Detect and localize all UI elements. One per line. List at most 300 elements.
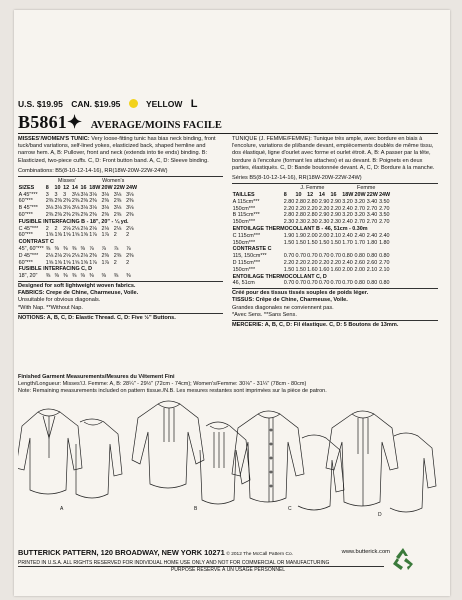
table-cell: 10 [54, 184, 61, 191]
table-cell: 2.80 [283, 212, 295, 219]
table-cell: 0.70 [318, 280, 330, 287]
table-cell: 14 [71, 184, 78, 191]
table-cell: 2.20 [295, 259, 306, 266]
table-cell: 0.70 [307, 253, 318, 260]
table-cell: SIZES [18, 184, 35, 191]
table-cell: 2⅜ [126, 252, 134, 259]
table-cell: 2.40 [342, 232, 353, 239]
table-cell: 1.90 [295, 232, 306, 239]
pattern-header [18, 112, 438, 132]
table-cell: 2.40 [342, 259, 353, 266]
table-cell: 60"*** [18, 232, 33, 239]
table-cell: 3⅛ [71, 205, 80, 212]
yellow-dot-icon [129, 99, 138, 108]
table-cell: 150cm*** [232, 205, 256, 212]
table-row [18, 212, 138, 219]
left-column [18, 136, 223, 322]
table-cell: 3⅛ [45, 205, 54, 212]
table-cell: 3 [54, 191, 58, 198]
table-cell: 2.90 [318, 212, 330, 219]
table-cell: 1.50 [330, 239, 342, 246]
table-cell: 2⅜ [54, 198, 62, 205]
table-row [18, 185, 138, 192]
table-cell: D 45"*** [18, 252, 39, 259]
copyright: © 2012 The McCall Pattern Co. [226, 552, 293, 557]
table-row [232, 233, 391, 240]
table-cell: 0.70 [330, 253, 342, 260]
table-cell: 2⅜ [54, 212, 62, 218]
table-cell: 0.80 [342, 253, 353, 260]
table-cell: 150cm*** [232, 266, 256, 273]
mercerie: MERCERIE: A, B, C, D: Fil élastique. C, D: 5 Boutons de 13mm. [232, 321, 399, 328]
table-cell: 46, 51cm [232, 280, 255, 287]
table-cell: 2.20 [295, 205, 306, 212]
table-cell: 60"*** [18, 259, 33, 266]
table-cell: 2.20 [283, 205, 295, 212]
table-cell: 2⅛ [113, 225, 122, 232]
table-cell: 1⅝ [71, 232, 80, 239]
table-cell: ⅜ [54, 273, 59, 280]
table-row [232, 206, 391, 213]
table-cell: ⅞ [126, 245, 131, 252]
table-cell: CONTRAST C [18, 239, 54, 246]
tunic-drawing-a [18, 409, 122, 498]
table-row [232, 199, 391, 206]
divider [232, 320, 438, 321]
table-cell: 1⅞ [89, 232, 97, 239]
table-cell: 2⅜ [113, 198, 122, 205]
table-cell: 2⅜ [113, 212, 122, 218]
table-cell: 3 [45, 191, 49, 198]
footer [18, 548, 438, 573]
divider [18, 176, 223, 177]
table-cell: 60"*** [18, 212, 33, 218]
table-cell: 12 [307, 192, 314, 199]
view-illustrations [18, 398, 438, 528]
table-cell: 3.50 [379, 212, 390, 219]
table-cell: 2.40 [342, 219, 353, 226]
table-cell: 3⅛ [126, 191, 134, 198]
metrage-table [232, 185, 391, 287]
group-head: J. Femme [300, 185, 325, 192]
table-cell: 2.00 [354, 266, 365, 273]
table-cell: 2⅛ [63, 225, 71, 232]
table-cell: 2⅜ [80, 198, 89, 205]
table-cell: 1⅝ [71, 259, 80, 266]
table-cell: 1⅝ [45, 259, 54, 266]
price-line [18, 98, 203, 110]
table-cell: 1⅝ [54, 232, 62, 239]
table-cell: 2.20 [307, 259, 318, 266]
finished-title: Finished Garment Measurements/Mesures du Vêtement Fini [18, 374, 175, 380]
table-cell: 0.70 [307, 280, 318, 287]
table-cell: 60"*** [18, 198, 33, 205]
table-cell: 0.70 [330, 280, 342, 287]
table-cell: 1⅝ [80, 232, 89, 239]
table-cell: 2⅜ [71, 212, 80, 218]
table-cell: 3.40 [366, 198, 378, 205]
table-cell: FUSIBLE INTERFACING B - 18", 20" - ¼ yd. [18, 218, 129, 225]
divider [18, 313, 223, 314]
desc-title: MISSES'/WOMEN'S TUNIC: [18, 136, 90, 142]
table-cell: ⅜ [71, 245, 77, 252]
table-cell: 2.80 [283, 198, 295, 205]
table-cell: 18", 20" [18, 273, 38, 280]
table-row [232, 212, 391, 219]
table-cell: ⅞ [101, 245, 106, 252]
table-cell: 2.40 [354, 232, 365, 239]
table-row [18, 226, 138, 233]
table-cell: 2.30 [307, 219, 318, 226]
table-cell: 3.20 [342, 212, 353, 219]
table-cell: 3.50 [379, 198, 390, 205]
cree-pour: Créé pour des tissus tissés souples de poids léger. [232, 290, 369, 297]
table-cell: FUSIBLE INTERFACING C, D [18, 266, 92, 273]
table-cell: 2.30 [318, 219, 330, 226]
table-cell: 12 [63, 184, 70, 191]
table-cell: 18W [89, 184, 101, 191]
table-cell: 1⅞ [89, 259, 97, 266]
table-cell: 8 [45, 184, 49, 191]
table-cell: 3⅛ [89, 191, 97, 198]
table-cell: ⅜ [63, 245, 68, 252]
table-row [232, 253, 391, 260]
table-cell: ENTOILAGE THERMOCOLLANT C, D [232, 273, 327, 280]
table-cell: ⅜ [71, 273, 77, 280]
table-cell: 2⅛ [45, 252, 54, 259]
footer-rule [18, 566, 384, 567]
table-row [18, 219, 138, 226]
table-cell: 2.40 [342, 205, 353, 212]
table-cell: 3.20 [354, 212, 365, 219]
tunic-drawing-d [326, 411, 436, 512]
table-cell: 3⅛ [89, 205, 97, 212]
view-label-a: A [60, 506, 64, 512]
table-cell: 2.00 [342, 266, 353, 273]
can-price: CAN. $19.95 [71, 99, 121, 109]
table-row [18, 232, 138, 239]
table-row [232, 219, 391, 226]
table-cell: 2⅛ [71, 252, 80, 259]
table-cell: 2.10 [330, 232, 342, 239]
table-cell: 2⅛ [71, 225, 80, 232]
view-label-d: D [378, 512, 382, 518]
group-head: Women's [102, 178, 125, 185]
table-row [18, 266, 138, 273]
table-cell: 3⅛ [101, 191, 109, 198]
table-cell: 10 [295, 192, 302, 199]
table-cell: 1.70 [354, 239, 365, 246]
grandes-diagonales: Grandes diagonales ne conviennent pas. [232, 304, 334, 311]
table-cell: 2⅜ [101, 252, 109, 259]
table-cell: 2.80 [295, 198, 306, 205]
table-cell: ⅜ [80, 245, 86, 252]
table-cell: 2.90 [330, 212, 342, 219]
table-cell: 3⅛ [113, 205, 122, 212]
table-cell: C 45"*** [18, 225, 39, 232]
table-cell: 3⅛ [113, 191, 122, 198]
table-cell: 2 [45, 225, 49, 232]
table-cell: CONTRASTE C [232, 246, 272, 253]
table-cell: 2.70 [354, 205, 365, 212]
table-cell: 1⅝ [63, 232, 71, 239]
table-cell: 0.70 [318, 253, 330, 260]
series: Séries B5(8-10-12-14-16), RR(18W-20W-22W-24W) [232, 175, 362, 182]
table-cell: 0.70 [295, 280, 306, 287]
table-cell: 2 [113, 259, 117, 266]
table-cell: 0.70 [283, 253, 295, 260]
recycle-icon [390, 546, 416, 572]
divider [18, 281, 223, 282]
table-cell: 2.90 [318, 198, 330, 205]
size-group-row [18, 178, 138, 185]
finished-measurements [18, 374, 438, 395]
table-cell: 20W [101, 184, 113, 191]
table-cell: 2⅛ [63, 252, 71, 259]
table-cell: 2⅛ [54, 252, 62, 259]
table-cell: 1⅝ [63, 259, 71, 266]
table-cell: 1.60 [330, 266, 342, 273]
table-cell: 2.00 [318, 232, 330, 239]
table-cell: 22W [366, 192, 378, 199]
view-label-b: B [194, 506, 198, 512]
table-cell: 2.70 [366, 205, 378, 212]
table-cell: 150cm*** [232, 239, 256, 246]
table-row [18, 246, 138, 253]
table-cell: 2⅛ [89, 225, 97, 232]
table-cell: 3.40 [366, 212, 378, 219]
view-label-c: C [288, 506, 292, 512]
desc-fr: TUNIQUE (J. FEMME/FEMME): Tunique très ample, avec bordure en biais à l'encolure, variations de pli/bande devant, empiècements doublés de même tissu, dos élastiqué, ligne d'ourlet avec forme et ourlet étroit. A, B: A passer par la tête, bordure à l'encolure (formant les attaches) et au devant. B: Poignets en deux parties, élastiqués. C, D: Bande boutonnée devant. A, C, D: Bordure à la manche. [232, 136, 435, 171]
table-cell: 1.50 [295, 266, 306, 273]
table-cell: 1.90 [283, 232, 295, 239]
table-cell: 2⅜ [89, 212, 97, 218]
table-cell: 2⅜ [80, 212, 89, 218]
table-row [18, 205, 138, 212]
table-cell: 3⅛ [80, 191, 89, 198]
table-cell: 2⅜ [45, 198, 54, 205]
table-cell: 2 [126, 259, 130, 266]
table-cell: 0.80 [354, 280, 365, 287]
table-cell: 2.00 [307, 232, 318, 239]
table-cell: 2.60 [366, 259, 378, 266]
unsuitable: Unsuitable for obvious diagonals. [18, 297, 101, 304]
table-cell: 2.20 [307, 205, 318, 212]
table-cell: 3⅛ [126, 205, 134, 212]
divider [232, 183, 438, 184]
table-cell: 2⅛ [101, 225, 109, 232]
table-cell: 1.60 [307, 266, 318, 273]
table-row [18, 273, 138, 280]
tunic-drawing-b [132, 401, 250, 504]
divider [232, 288, 438, 289]
table-cell: A 115cm*** [232, 198, 260, 205]
table-cell: 0.70 [295, 253, 306, 260]
table-cell: 1.80 [379, 239, 390, 246]
table-cell: 2.40 [366, 232, 378, 239]
table-cell: A 45"*** [18, 191, 38, 198]
website: www.butterick.com [341, 549, 390, 555]
table-cell: 16 [330, 192, 337, 199]
table-cell: 2 [113, 232, 117, 239]
price-size: L [190, 98, 198, 110]
table-cell: TAILLES [232, 192, 255, 199]
table-cell: ⅜ [54, 245, 59, 252]
table-row [18, 260, 138, 267]
table-cell: 2.80 [307, 198, 318, 205]
table-cell: 2.20 [330, 259, 342, 266]
notions: NOTIONS: A, B, C, D: Elastic Thread. C, D: Five ½" Buttons. [18, 314, 176, 321]
table-cell [18, 178, 45, 185]
table-cell: 0.80 [379, 280, 390, 287]
table-cell: 2⅛ [80, 225, 89, 232]
table-cell: 2⅜ [101, 198, 109, 205]
table-cell: 1⅝ [80, 259, 89, 266]
table-cell: 18W [342, 192, 354, 199]
table-cell: 2⅜ [89, 252, 97, 259]
table-cell: 0.80 [354, 253, 365, 260]
yardage-table [18, 178, 138, 280]
table-cell: 1.50 [283, 239, 295, 246]
table-cell: 16 [80, 184, 87, 191]
table-cell: 2.20 [318, 259, 330, 266]
difficulty: AVERAGE/MOINS FACILE [90, 120, 222, 131]
table-cell: 2 [54, 225, 58, 232]
printed-rights: PRINTED IN U.S.A. ALL RIGHTS RESERVED FOR INDIVIDUAL HOME USE ONLY AND NOT FOR COMMERCIAL OR MANUFACTURING [18, 560, 330, 566]
table-cell: 150cm*** [232, 219, 256, 226]
table-cell: 2.20 [330, 205, 342, 212]
table-cell: 2⅜ [101, 212, 109, 218]
table-cell: 3⅛ [101, 205, 109, 212]
tissus: TISSUS: Crêpe de Chine, Charmeuse, Voile. [232, 297, 348, 304]
table-cell: 3⅛ [63, 205, 71, 212]
table-cell: 0.80 [366, 280, 378, 287]
group-head: Femme [357, 185, 376, 192]
table-cell: 1.60 [318, 266, 330, 273]
table-cell: 115, 150cm*** [232, 253, 267, 260]
table-cell: 2.80 [307, 212, 318, 219]
combinations: Combinations: B5(8-10-12-14-16), RR(18W-20W-22W-24W) [18, 167, 168, 174]
table-cell: 2⅜ [89, 198, 97, 205]
table-cell: 24W [126, 184, 138, 191]
table-cell: 0.70 [283, 280, 295, 287]
finished-length: Length/Longueur: Misses'/J. Femme: A, B: 28¼" - 29½" (72cm - 74cm); Women's/Femme: 30⅛" - 31¼" (78cm - 80cm) [18, 381, 307, 387]
table-cell: C 115cm*** [232, 232, 261, 239]
table-row [232, 192, 391, 199]
table-row [232, 267, 391, 274]
table-cell: ⅜ [63, 273, 68, 280]
table-cell: 2⅜ [126, 212, 134, 218]
table-cell: 3.20 [342, 198, 353, 205]
table-cell: 14 [318, 192, 325, 199]
table-row [18, 239, 138, 246]
group-head: Misses' [58, 178, 76, 185]
table-cell: ⅜ [45, 245, 51, 252]
table-cell: 1.70 [342, 239, 353, 246]
table-row [232, 260, 391, 267]
nap-key: *With Nap. **Without Nap. [18, 304, 83, 311]
table-cell: 22W [113, 184, 125, 191]
table-cell: 3.20 [354, 198, 365, 205]
table-cell: 2.60 [354, 259, 365, 266]
table-cell: ⅜ [126, 273, 131, 280]
table-cell: 2.70 [366, 219, 378, 226]
table-cell: 2.20 [283, 259, 295, 266]
table-cell: 2.90 [330, 198, 342, 205]
pattern-number: B5861 [18, 112, 68, 132]
table-cell: 2⅛ [126, 225, 134, 232]
table-cell: 2.70 [354, 219, 365, 226]
header-rule [18, 133, 438, 134]
table-cell: 2.20 [318, 205, 330, 212]
purpose-fr: PURPOSE RESERVE À UN USAGE PERSONNEL [170, 567, 286, 573]
table-cell: 1.80 [366, 239, 378, 246]
plus-sign: ✦ [67, 112, 83, 132]
table-cell: 24W [379, 192, 391, 199]
table-cell: 2⅛ [80, 252, 89, 259]
fabrics: FABRICS: Crepe de Chine, Charmeuse, Voile. [18, 290, 139, 297]
table-cell: D 115cm*** [232, 259, 261, 266]
table-cell: 3⅛ [71, 191, 80, 198]
table-cell: 2.30 [283, 219, 295, 226]
table-row [232, 280, 391, 287]
table-cell: 2⅜ [71, 198, 80, 205]
table-cell: 1⅝ [54, 259, 62, 266]
desc-text: Very loose-fitting tunic has bias neck binding, front tuck/band variations, self-lined yokes, elasticized back, shaped hemline and narrow hem. A, B: Pullover, front and neck (extends into tie ends) binding. B: Elasticized, two-piece cuffs. C, D: Front button band. A, C, D: Sleeve binding. [18, 136, 216, 164]
table-row [18, 192, 138, 199]
table-cell: 45", 60"*** [18, 245, 44, 252]
table-cell: 1⅝ [45, 232, 54, 239]
price-color: YELLOW [146, 99, 183, 109]
table-cell: 1.50 [307, 239, 318, 246]
table-cell: 2⅜ [63, 198, 71, 205]
table-cell: ⅜ [45, 273, 51, 280]
table-cell: 2.80 [295, 212, 306, 219]
table-cell: 3 [63, 191, 67, 198]
table-cell: 2.40 [379, 232, 390, 239]
table-cell: 3⅛ [54, 205, 62, 212]
table-row [232, 274, 391, 281]
table-cell: 2 [126, 232, 130, 239]
table-cell: 2.10 [379, 266, 390, 273]
us-price: U.S. $19.95 [18, 99, 63, 109]
table-cell: 1⅞ [101, 232, 109, 239]
table-cell: 1.50 [318, 239, 330, 246]
table-cell: 2.30 [330, 219, 342, 226]
table-cell: B 45"*** [18, 205, 38, 212]
table-cell [232, 185, 283, 192]
table-cell: 1.50 [283, 266, 295, 273]
sens-key: *Avec Sens. **Sans Sens. [232, 311, 297, 318]
table-cell: 2.70 [379, 219, 390, 226]
table-cell: ⅜ [113, 273, 119, 280]
table-cell: 0.80 [366, 253, 378, 260]
table-cell: 2⅜ [63, 212, 71, 218]
table-row [18, 198, 138, 205]
table-cell: 2⅜ [113, 252, 122, 259]
table-row [232, 240, 391, 247]
right-column [232, 136, 438, 329]
table-cell: 3⅛ [80, 205, 89, 212]
table-cell: 1⅞ [101, 259, 109, 266]
table-cell: 2.10 [366, 266, 378, 273]
table-row [18, 253, 138, 260]
table-cell: ⅜ [101, 273, 106, 280]
table-cell: 2⅜ [45, 212, 54, 218]
table-row [232, 226, 391, 233]
table-cell: ⅞ [89, 245, 94, 252]
finished-note: Note: Remaining measurements included on pattern tissue./N.B. Les mesures restantes sont imprimées sur la pièce de patron. [18, 388, 327, 394]
